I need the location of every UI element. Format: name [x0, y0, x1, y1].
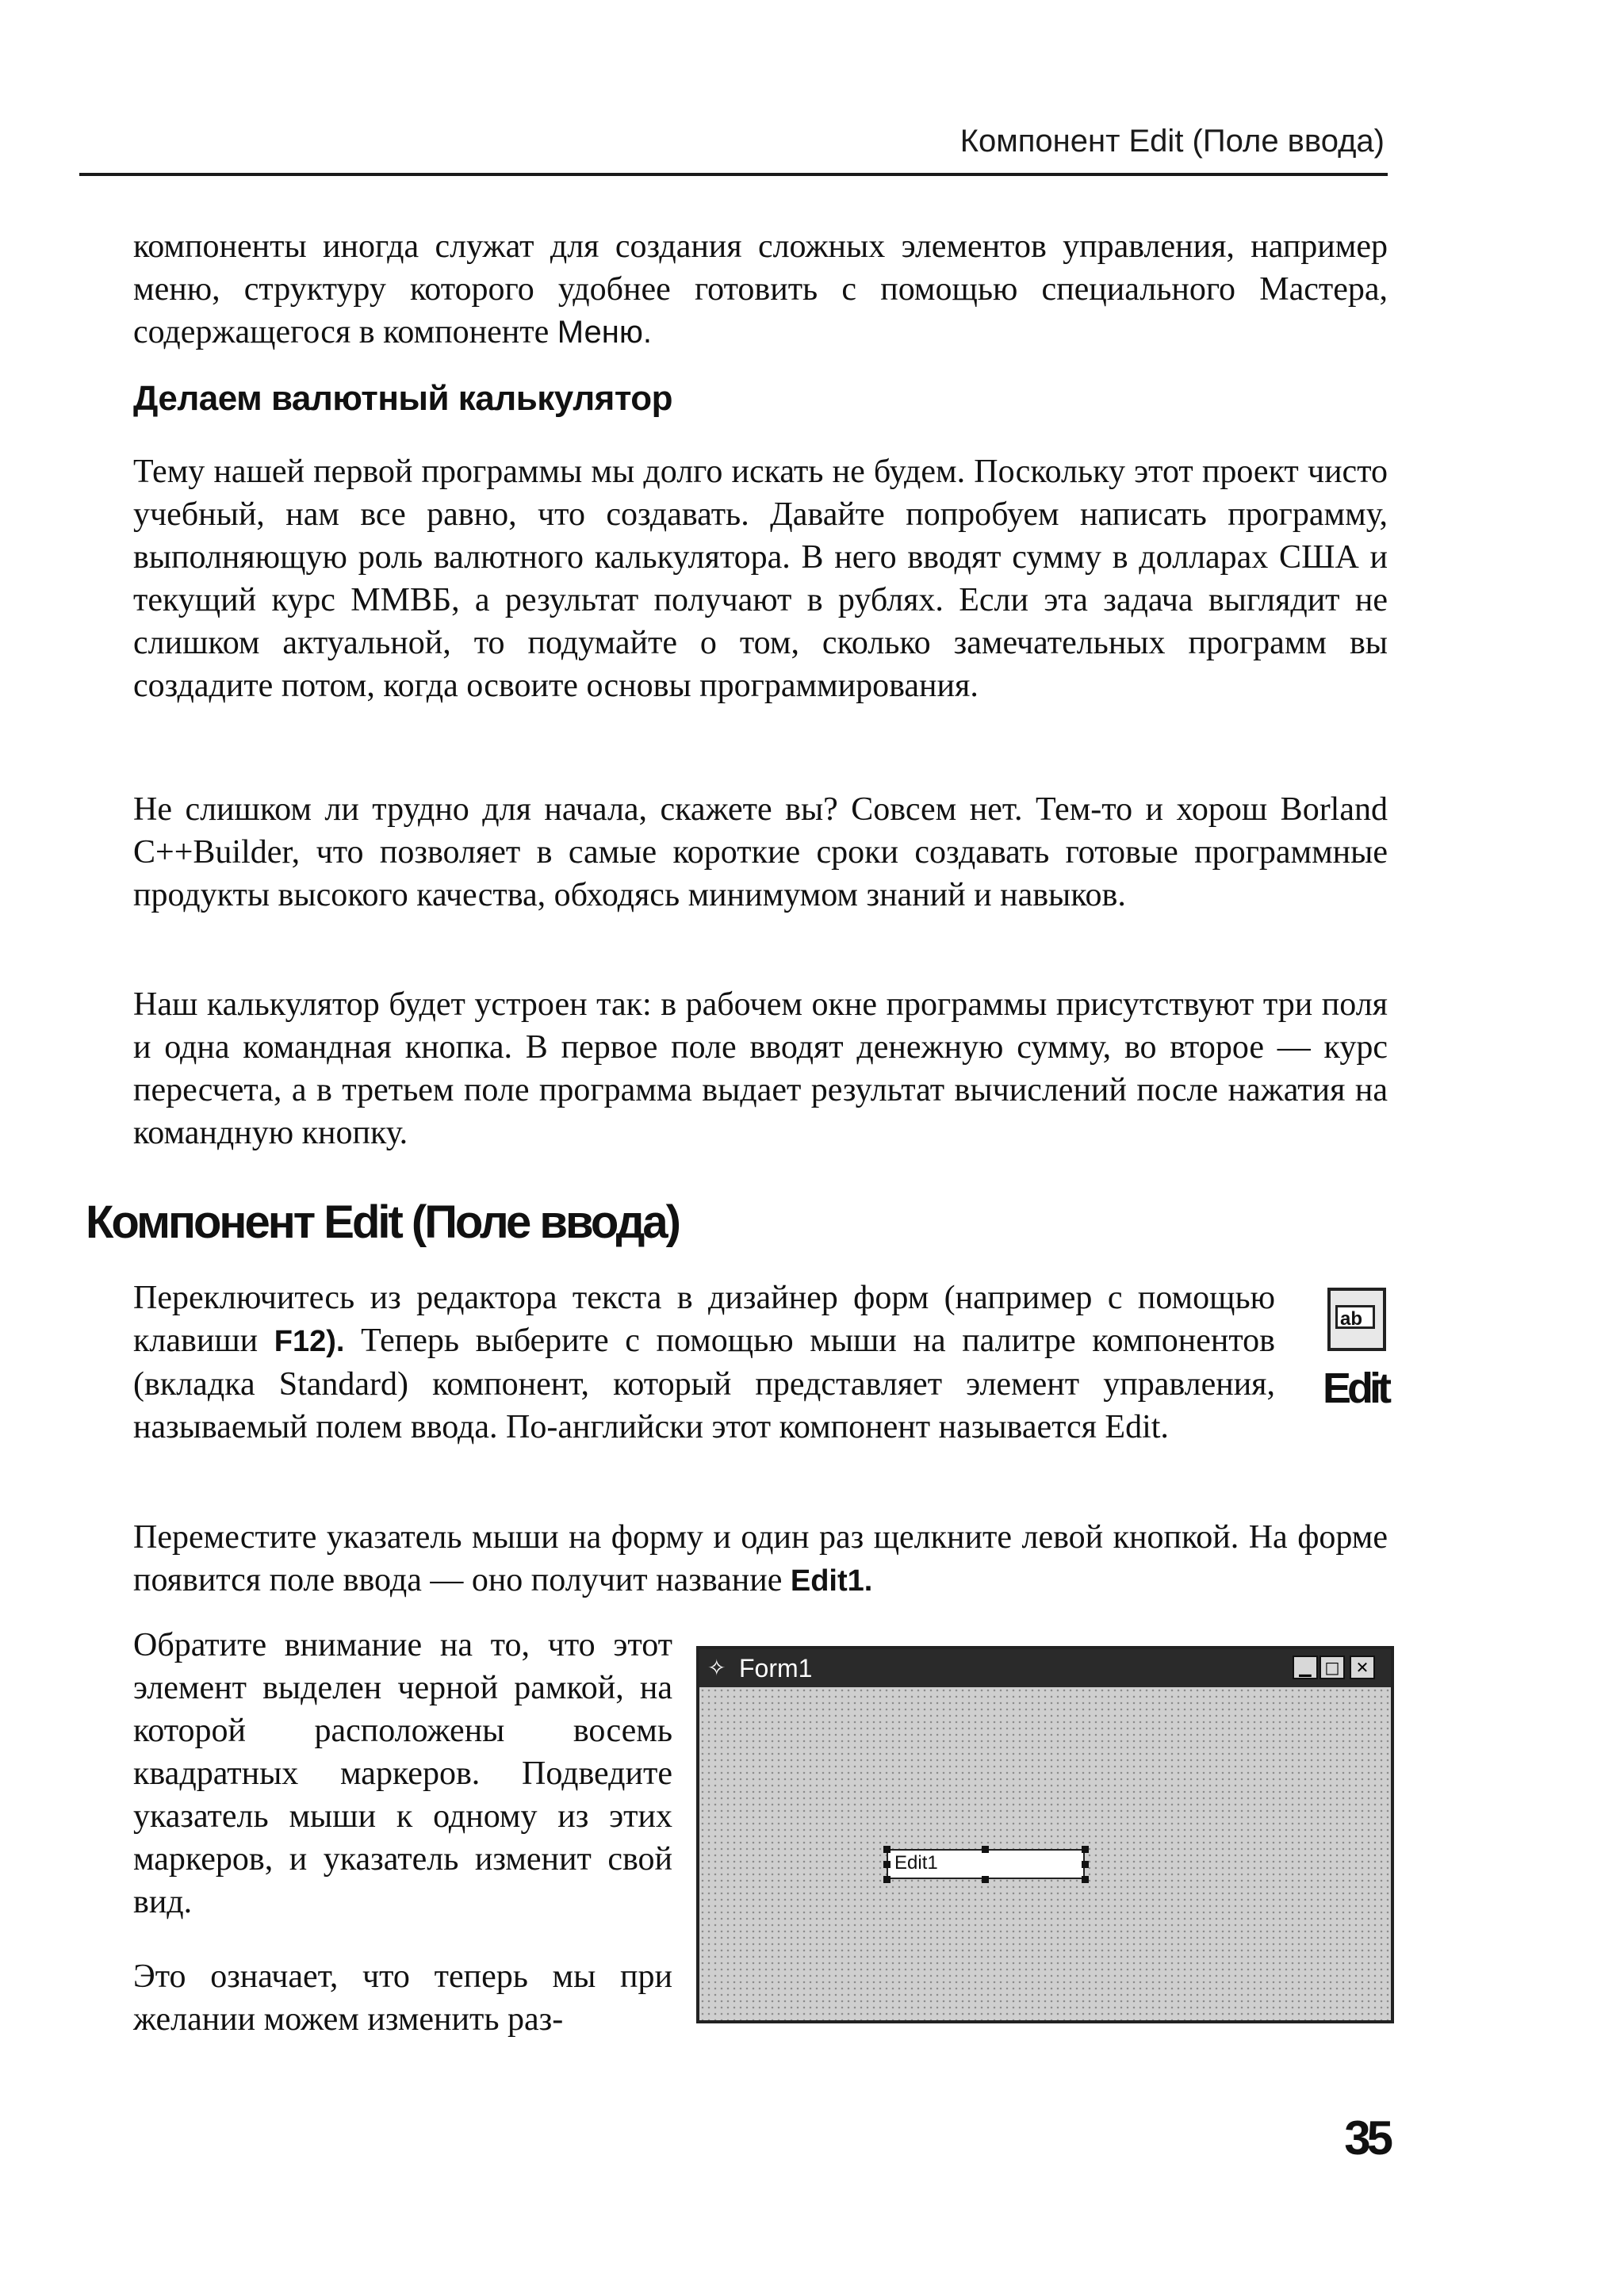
edit-icon-field: ab — [1335, 1305, 1375, 1329]
section-title: Компонент Edit (Поле ввода) — [86, 1196, 679, 1248]
selection-marker-right — [1082, 1861, 1089, 1868]
edit-icon-frame — [1327, 1288, 1386, 1351]
subsection-heading: Делаем валютный калькулятор — [133, 379, 673, 418]
edit-paragraph-2-text: Переместите указатель мыши на форму и один раз щелкните левой кнопкой. На форме появится поле ввода — оно получит название — [133, 1519, 1388, 1598]
calculator-paragraph-2: Не слишком ли трудно для начала, скажете вы? Совсем нет. Тем-то и хорош Borland C++Builder, что позволяет в самые короткие сроки создавать готовые программные продукты высокого качества, обходясь минимумом знаний и навыков. — [133, 791, 1388, 913]
edit1-control: Edit1 — [887, 1849, 1085, 1879]
selection-marker-left — [883, 1861, 891, 1868]
edit-component-icon — [1323, 1288, 1396, 1422]
selection-marker-bottom-right — [1082, 1876, 1089, 1883]
page-number: 35 — [1344, 2111, 1389, 2165]
calculator-paragraph-3: Наш калькулятор будет устроен так: в рабочем окне программы присутствуют три поля и одна командная кнопка. В первое поле вводят денежную сумму, во второе — курс пересчета, а в третьем поле программа выдает результат вычислений после нажатия на командную кнопку. — [133, 986, 1388, 1151]
intro-text: компоненты иногда служат для создания сложных элементов управления, например меню, структуру которого удобнее готовить с помощью специального Мастера, содержащегося в компоненте — [133, 228, 1388, 350]
close-icon: ✕ — [1350, 1656, 1375, 1679]
selection-marker-top-right — [1082, 1846, 1089, 1853]
selection-marker-top-left — [883, 1846, 891, 1853]
menu-term: Меню. — [557, 315, 652, 350]
running-header: Компонент Edit (Поле ввода) — [959, 124, 1385, 159]
form-app-icon: ✧ — [707, 1655, 726, 1681]
calculator-paragraph-1: Тему нашей первой программы мы долго искать не будем. Поскольку этот проект чисто учебный, нам все равно, что создавать. Давайте попробуем написать программу, выполняющую роль валютного калькулятора. В него вводят сумму в долларах США и текущий курс ММВБ, а результат получают в рублях. Если эта задача выглядит не слишком актуальной, то подумайте о том, сколько замечательных программ вы создадите потом, когда освоите основы программирования. — [133, 454, 1388, 704]
edit-paragraph-1-text-b: Теперь выберите с помощью мыши на палитре компонентов (вкладка Standard) компонент, который представляет элемент управления, называемый полем ввода. По-английски этот компонент называется Edit. — [133, 1323, 1275, 1445]
selection-marker-bottom — [982, 1876, 989, 1883]
header-rule — [79, 173, 1388, 176]
intro-paragraph — [133, 225, 1388, 354]
edit-paragraph-4: Это означает, что теперь мы при желании можем изменить раз- — [133, 1958, 672, 2038]
maximize-icon: □ — [1320, 1656, 1345, 1679]
edit-paragraph-3: Обратите внимание на то, что этот элемент выделен черной рамкой, на которой расположены восемь квадратных маркеров. Подведите указатель мыши к одному из этих маркеров, и указатель изменит свой вид. — [133, 1627, 672, 1920]
edit-paragraph-1-text-a: Переключитесь из редактора текста в дизайнер форм (например с помощью клавиши — [133, 1280, 1275, 1359]
form1-client-area — [699, 1687, 1391, 2020]
selection-marker-bottom-left — [883, 1876, 891, 1883]
edit-paragraph-2 — [133, 1516, 1388, 1602]
form1-title: Form1 — [739, 1654, 813, 1682]
edit-icon-label: Edit — [1323, 1365, 1388, 1412]
selection-marker-top — [982, 1846, 989, 1853]
form1-window-figure — [696, 1646, 1394, 2023]
edit1-name: Edit1. — [790, 1564, 873, 1598]
f12-key: F12). — [274, 1325, 345, 1358]
edit-paragraph-1 — [133, 1277, 1275, 1449]
form1-titlebar — [699, 1649, 1391, 1687]
minimize-icon: ▁ — [1293, 1656, 1318, 1679]
